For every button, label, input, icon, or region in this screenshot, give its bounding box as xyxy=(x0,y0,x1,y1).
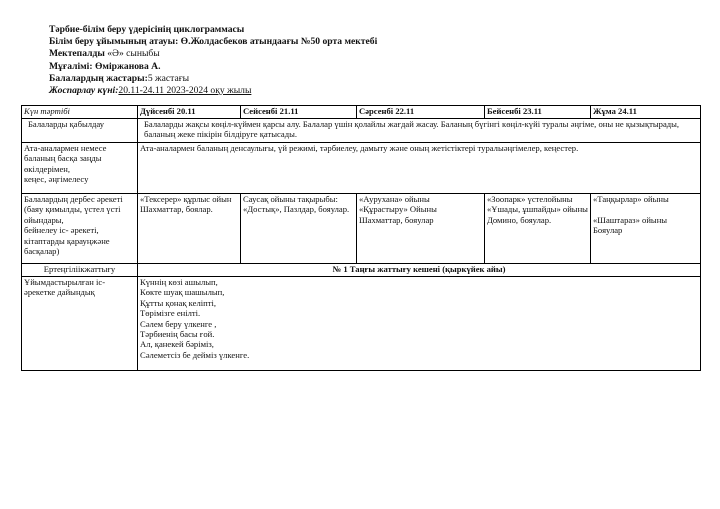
row-label: Ата-аналармен немесе баланың басқа заңды өкілдерімен, кеңес, әңгімелесу xyxy=(22,143,138,194)
activity-cell: «Зоопарк» үстелойыны «Ұшады, ұшпайды» ойыны Домино, бояулар. xyxy=(485,194,591,264)
row-content: Балаларды жақсы көңіл-күймен қарсы алу. Балалар үшін қолайлы жағдай жасау. Баланың бүгінгі көңіл-күйі туралы әңгіме, оны не қызықтырады, баланың жеке пікірін білдіруге қатысады. xyxy=(138,119,701,143)
table-row xyxy=(22,194,701,264)
header-cell: Бейсенбі 23.11 xyxy=(485,106,591,119)
group-label: Мектепалды xyxy=(49,48,105,60)
teacher-label: Мұғалімі: xyxy=(49,60,93,72)
teacher-value: Өміржанова А. xyxy=(92,60,161,72)
date-line xyxy=(49,85,377,97)
row-content: № 1 Таңғы жаттығу кешені (қыркүйек айы) xyxy=(138,264,701,277)
header-cell: Күн тәртібі xyxy=(22,106,138,119)
org-line xyxy=(49,36,377,48)
teacher-line xyxy=(49,61,377,73)
activity-cell: «Тексерер» құрлыс ойын Шахматтар, боялар. xyxy=(138,194,241,264)
age-label: Балалардың жастары: xyxy=(49,72,148,84)
document-header xyxy=(49,24,377,97)
activity-cell: «Аурухана» ойыны «Құрастыру» Ойыны Шахматтар, бояулар xyxy=(357,194,485,264)
table-row xyxy=(22,119,701,143)
header-cell: Дүйсенбі 20.11 xyxy=(138,106,241,119)
org-value: Ө.Жолдасбеков атындаағы №50 орта мектебі xyxy=(178,36,378,48)
header-cell: Сәрсенбі 22.11 xyxy=(357,106,485,119)
schedule-table xyxy=(21,105,701,371)
age-line xyxy=(49,73,377,85)
row-label: Балаларды қабылдау xyxy=(22,119,138,143)
org-label: Білім беру ұйымының атауы: xyxy=(49,36,179,48)
row-content: Күннің көзі ашылып, Көкте шуақ шашылып, Құтты қонақ келіпті, Төрімізге енілті. Сәлем беру үлкенге , Тәрбиенің басы ғой. Ал, қанекей бәріміз, Сәлеметсіз бе дейміз үлкенге. xyxy=(138,277,701,371)
row-content: Ата-аналармен баланың денсаулығы, үй режимі, тәрбиелеу, дамыту және оның жетістіктері туралыәңгімелер, кеңестер. xyxy=(138,143,701,194)
date-label: Жоспарлау күні: xyxy=(49,85,119,97)
group-line xyxy=(49,48,377,60)
table-header-row xyxy=(22,106,701,119)
row-label: Ұйымдастырылған іс-әрекетке дайындық xyxy=(22,277,138,371)
date-value: 20.11-24.11 2023-2024 оқу жылы xyxy=(118,85,252,97)
table-row xyxy=(22,143,701,194)
activity-cell: «Таңқырлар» ойыны «Шаштараз» ойыны Бояулар xyxy=(591,194,701,264)
row-label: Балалардың дербес әрекеті (баяу қимылды, үстел үсті ойындары, бейнелеу іс- әрекеті, кітаптарды қарауңжәне басқалар) xyxy=(22,194,138,264)
activity-cell: Саусақ ойыны тақырыбы: «Достық», Пазлдар, бояулар. xyxy=(241,194,357,264)
table-row xyxy=(22,264,701,277)
group-value: «Ә» сыныбы xyxy=(104,48,160,60)
row-label: Ертеңгіліікжаттығу xyxy=(22,264,138,277)
table-row xyxy=(22,277,701,371)
header-cell: Сейсенбі 21.11 xyxy=(241,106,357,119)
age-value: 5 жастағы xyxy=(147,72,190,84)
header-cell: Жұма 24.11 xyxy=(591,106,701,119)
document-title: Тәрбие-білім беру үдерісінің циклограммасы xyxy=(49,24,245,35)
